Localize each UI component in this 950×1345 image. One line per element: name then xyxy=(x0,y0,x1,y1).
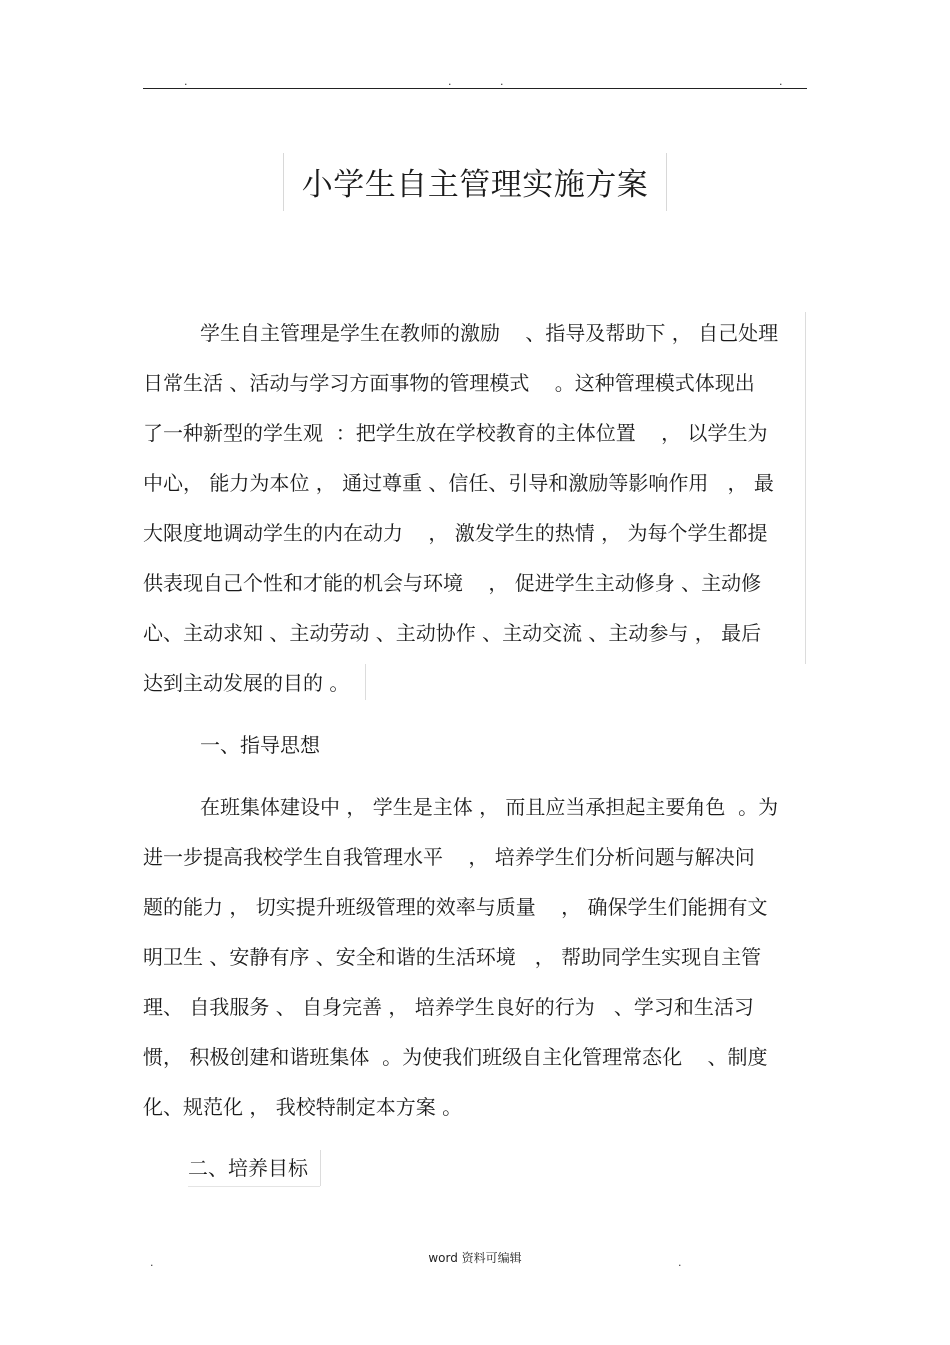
intro-last-line-edge xyxy=(365,664,366,700)
section-1-heading: 一、指导思想 xyxy=(200,733,320,757)
intro-line-5: 大限度地调动学生的内在动力 ， 激发学生的热情 ， 为每个学生都提 xyxy=(143,521,768,545)
header-dot-1: . xyxy=(184,75,188,88)
section-2-heading-edge xyxy=(320,1150,321,1186)
document-title: 小学生自主管理实施方案 xyxy=(301,167,649,203)
intro-box-right-edge xyxy=(805,312,806,664)
intro-line-1: 学生自主管理是学生在教师的激励 、指导及帮助下 ， 自己处理 xyxy=(200,321,779,345)
header-dot-2: . xyxy=(448,75,452,88)
section-1-line-2: 进一步提高我校学生自我管理水平 ， 培养学生们分析问题与解决问 xyxy=(143,845,755,869)
section-1-line-5: 理、 自我服务 、 自身完善 ， 培养学生良好的行为 、学习和生活习 xyxy=(143,995,754,1019)
section-2-heading: 二、培养目标 xyxy=(188,1156,308,1180)
section-1-line-4: 明卫生 、安静有序 、安全和谐的生活环境 ， 帮助同学生实现自主管 xyxy=(143,945,762,969)
section-1-line-7: 化、规范化 ， 我校特制定本方案 。 xyxy=(143,1095,463,1119)
section-1-line-1: 在班集体建设中 ， 学生是主体 ， 而且应当承担起主要角色 。为 xyxy=(200,795,779,819)
section-2-heading-underline-space xyxy=(188,1186,320,1187)
intro-line-2: 日常生活 、活动与学习方面事物的管理模式 。这种管理模式体现出 xyxy=(143,371,755,395)
intro-line-7: 心、主动求知 、主动劳动 、主动协作 、主动交流 、主动参与 ， 最后 xyxy=(143,621,762,645)
intro-line-4: 中心， 能力为本位 ， 通过尊重 、信任、引导和激励等影响作用 ， 最 xyxy=(143,471,774,495)
section-1-line-6: 惯， 积极创建和谐班集体 。为使我们班级自主化管理常态化 、制度 xyxy=(143,1045,768,1069)
footer-text: word 资料可编辑 xyxy=(428,1251,522,1265)
footer-right-dot: . xyxy=(678,1256,682,1269)
footer-left-dot: . xyxy=(150,1256,154,1269)
intro-line-3: 了一种新型的学生观 ：把学生放在学校教育的主体位置 ， 以学生为 xyxy=(143,421,768,445)
intro-line-6: 供表现自己个性和才能的机会与环境 ， 促进学生主动修身 、主动修 xyxy=(143,571,762,595)
header-dot-4: . xyxy=(779,75,783,88)
header-rule xyxy=(143,88,807,89)
header-dot-3: . xyxy=(500,75,504,88)
section-1-line-3: 题的能力 ， 切实提升班级管理的效率与质量 ， 确保学生们能拥有文 xyxy=(143,895,768,919)
intro-line-8: 达到主动发展的目的 。 xyxy=(143,671,350,695)
